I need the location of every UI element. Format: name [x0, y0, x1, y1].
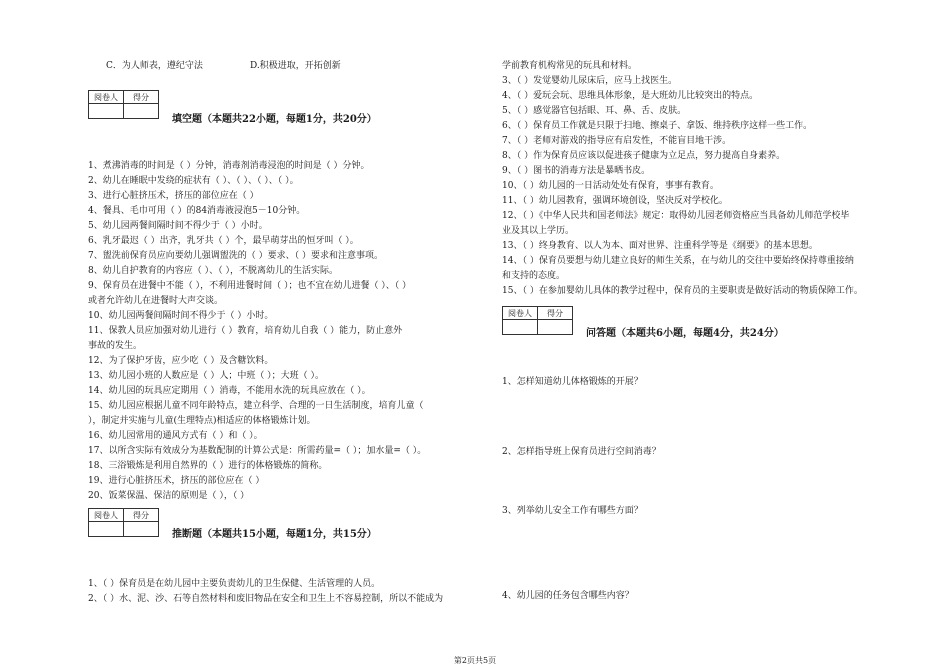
fill-item: 18、三浴锻炼是利用自然界的（ ）进行的体格锻炼的简称。 [88, 461, 328, 471]
judge-item: 业及其以上学历。 [502, 226, 575, 236]
judge-item: 12、（ ）《中华人民共和国老师法》规定：取得幼儿园老师资格应当具备幼儿师范学校毕 [502, 211, 850, 221]
reviewer-label: 阅卷人 [89, 91, 124, 104]
score-cell[interactable] [124, 522, 159, 537]
judge-item: 15、（ ）在参加婴幼儿具体的教学过程中，保育员的主要职责是做好活动的物质保障工作。 [502, 286, 863, 296]
fill-item: 3、进行心脏挤压术，挤压的部位应在（ ） [88, 191, 259, 201]
judge-item: 11、（ ）幼儿园教育，强调环境创设，坚决反对学校化。 [502, 196, 728, 206]
reviewer-cell[interactable] [89, 522, 124, 537]
fill-item: 12、为了保护牙齿，应少吃（ ）及含糖饮料。 [88, 356, 274, 366]
fill-item: 2、幼儿在睡眠中发绕的症状有（ ）、（ ）、（ ）、（ ）。 [88, 176, 299, 186]
judge-item: 和支持的态度。 [502, 271, 566, 281]
qa-item: 1、怎样知道幼儿体格锻炼的开展？ [502, 377, 643, 387]
fill-item: 8、幼儿自护教育的内容应（ ）、（ ），不脱离幼儿的生活实际。 [88, 266, 338, 276]
option-d: D.积极进取，开拓创新 [250, 61, 341, 71]
score-cell[interactable] [124, 104, 159, 119]
score-box-fill [88, 90, 159, 119]
reviewer-label: 阅卷人 [503, 307, 538, 320]
qa-section-heading: 问答题（本题共6小题，每题4分，共24分） [586, 328, 784, 339]
fill-section-heading: 填空题（本题共22小题，每题1分，共20分） [172, 114, 377, 125]
fill-item: 13、幼儿园小班的人数应是（ ）人；中班（ ）；大班（ ）。 [88, 371, 325, 381]
fill-item: 10、幼儿园两餐间隔时间不得少于（ ）小时。 [88, 311, 274, 321]
score-label: 得分 [538, 307, 573, 320]
judge-item: 5、（ ）感觉器官包括眼、耳、鼻、舌、皮肤。 [502, 106, 687, 116]
score-box-qa [502, 306, 573, 335]
reviewer-cell[interactable] [503, 320, 538, 335]
qa-item: 3、列举幼儿安全工作有哪些方面？ [502, 506, 643, 516]
fill-item: 或者允许幼儿在进餐时大声交谈。 [88, 296, 224, 306]
option-c: C．为人师表，遵纪守法 [106, 61, 203, 71]
judge-item: 3、（ ）发觉婴幼儿尿床后，应马上找医生。 [502, 76, 678, 86]
judge-item: 8、（ ）作为保育员应该以促进孩子健康为立足点，努力提高自身素养。 [502, 151, 786, 161]
fill-item: 6、乳牙最迟（ ）出齐，乳牙共（ ）个，最早萌芽出的恒牙叫（ ）。 [88, 236, 359, 246]
fill-item: 9、保育员在进餐中不能（ ），不利用进餐时间（ ）；也不宜在幼儿进餐（ ）、（ ） [88, 281, 412, 291]
judge-item: 7、（ ）老师对游戏的指导应有启发性，不能盲目地干涉。 [502, 136, 732, 146]
reviewer-label: 阅卷人 [89, 509, 124, 522]
judge-item: 9、（ ）图书的消毒方法是暴晒书皮。 [502, 166, 651, 176]
reviewer-cell[interactable] [89, 104, 124, 119]
score-label: 得分 [124, 509, 159, 522]
fill-item: 事故的发生。 [88, 341, 143, 351]
fill-item: 14、幼儿园的玩具应定期用（ ）消毒，不能用水洗的玩具应放在（ ）。 [88, 386, 371, 396]
fill-item: 15、幼儿园应根据儿童不同年龄特点，建立科学、合理的一日生活制度，培育儿童（ [88, 401, 424, 411]
page-number: 第2页共5页 [453, 656, 497, 665]
fill-item: 4、餐具、毛巾可用（ ）的84消毒液浸泡5－10分钟。 [88, 206, 306, 216]
judge-item: 10、（ ）幼儿园的一日活动处处有保育，事事有教育。 [502, 181, 719, 191]
fill-item: 7、盥洗前保育员应向要幼儿强调盥洗的（ ）要求、（ ）要求和注意事项。 [88, 251, 383, 261]
judge-item: 6、（ ）保育员工作就是只限于扫地、擦桌子、拿饭、维持秩序这样一些工作。 [502, 121, 813, 131]
fill-item: 11、保教人员应加强对幼儿进行（ ）教育，培育幼儿自我（ ）能力，防止意外 [88, 326, 403, 336]
judge-item: 1、（ ）保育员是在幼儿园中主要负责幼儿的卫生保健、生活管理的人员。 [88, 579, 381, 589]
judge-item: 2、（ ）水、泥、沙、石等自然材料和废旧物品在安全和卫生上不容易控制，所以不能成为 [88, 594, 444, 604]
fill-item: 20、饭菜保温、保洁的原则是（ ），（ ） [88, 491, 250, 501]
fill-item: 1、煮沸消毒的时间是（ ）分钟，消毒剂消毒浸泡的时间是（ ）分钟。 [88, 161, 370, 171]
judge-section-heading: 推断题（本题共15小题，每题1分，共15分） [172, 529, 377, 540]
fill-item: 5、幼儿园两餐间隔时间不得少于（ ）小时。 [88, 221, 268, 231]
judge-item: 14、（ ）保育员要想与幼儿建立良好的师生关系，在与幼儿的交往中要始终保持尊重接纳 [502, 256, 854, 266]
score-box-judge [88, 508, 159, 537]
fill-item: 19、进行心脏挤压术，挤压的部位应在（ ） [88, 476, 265, 486]
fill-item: 16、幼儿园常用的通风方式有（ ）和（ ）。 [88, 431, 263, 441]
score-label: 得分 [124, 91, 159, 104]
fill-item: 17、以所含实际有效成分为基数配制的计算公式是：所需药量=（ ）；加水量=（ ）。 [88, 446, 427, 456]
qa-item: 2、怎样指导班上保育员进行空间消毒？ [502, 447, 661, 457]
judge-item: 13、（ ）终身教育、以人为本、面对世界、注重科学等是《纲要》的基本思想。 [502, 241, 818, 251]
judge-item: 学前教育机构常见的玩具和材料。 [502, 61, 638, 71]
score-cell[interactable] [538, 320, 573, 335]
qa-item: 4、幼儿园的任务包含哪些内容？ [502, 591, 634, 601]
judge-item: 4、（ ）爱玩会玩、思维具体形象，是大班幼儿比较突出的特点。 [502, 91, 759, 101]
fill-item: ），制定并实施与儿童(生理特点)相适应的体格锻炼计划。 [88, 416, 316, 426]
